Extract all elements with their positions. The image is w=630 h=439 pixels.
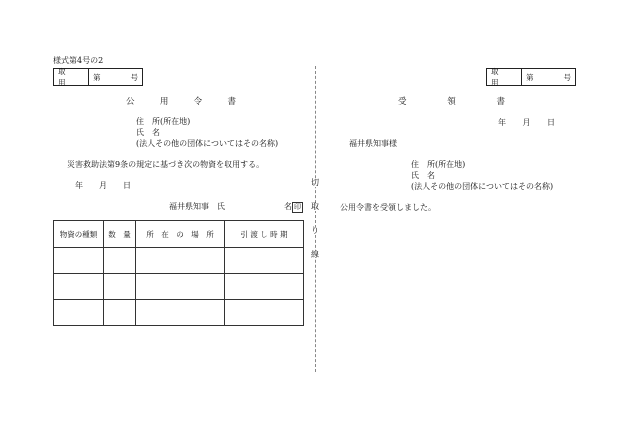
receipt-box-number [522,69,575,85]
table-cell [136,300,225,326]
date-day: 日 [123,181,131,190]
date-left [75,182,131,190]
date-year: 年 [498,118,506,127]
table-cell [104,300,136,326]
receipt-box-label: 取 用 [487,69,522,85]
name-label-left: 氏 名 [136,128,160,137]
address-label-left: 住 所(所在地) [136,117,191,126]
table-cell [136,248,225,274]
date-month: 月 [522,118,531,127]
date-right [498,119,555,127]
receipt-box-label: 取 用 [54,69,89,85]
items-table [53,220,304,326]
date-month: 月 [99,181,107,190]
header-item-type: 物資の種類 [54,221,104,248]
table-cell [225,274,304,300]
seal-mark: 印 [294,203,301,211]
receipt-box-dai: 第 [93,72,101,82]
items-table-header [54,221,304,248]
cut-line [315,66,316,372]
order-title-char: 書 [227,97,236,107]
receipt-number-box-left [53,68,143,86]
body-text: 災害救助法第9条の規定に基づき次の物資を収用する。 [67,160,265,169]
date-day: 日 [547,118,555,127]
cut-line-label-char: 取 [308,203,322,211]
receipt-title-char: 書 [496,97,505,107]
table-row [54,300,304,326]
header-location: 所 在 の 場 所 [136,221,225,248]
form-number: 様式第4号の2 [53,56,104,65]
recipient: 福井県知事様 [349,139,397,148]
table-row [54,248,304,274]
table-cell [54,248,104,274]
receipt-number-box-right [486,68,576,86]
receipt-title [398,98,505,107]
date-year: 年 [75,181,83,190]
receipt-box-go: 号 [130,72,138,82]
cut-line-label-char: り [308,227,322,235]
header-delivery-time: 引 渡 し 時 期 [225,221,304,248]
name-seal [284,202,303,213]
receipt-title-char: 領 [447,97,456,107]
receipt-box-number [89,69,142,85]
table-cell [54,274,104,300]
name-seal-label: 名 [284,202,292,211]
table-row [54,274,304,300]
table-cell [225,300,304,326]
issuer: 福井県知事 氏 [169,202,225,211]
cut-line-label-char: 線 [308,251,322,259]
table-cell [136,274,225,300]
table-cell [104,274,136,300]
order-title-char: 令 [193,97,203,107]
receipt-title-char: 受 [398,97,407,107]
address-label-right: 住 所(所在地) [411,160,466,169]
receipt-box-go: 号 [563,72,571,82]
cut-line-label-char: 切 [308,179,322,187]
order-title-char: 用 [159,97,169,107]
corp-note-left: (法人その他の団体についてはその名称) [136,139,279,148]
header-quantity: 数 量 [104,221,136,248]
receipt-text: 公用令書を受領しました。 [340,203,436,212]
order-title [126,98,236,107]
name-label-right: 氏 名 [411,171,435,180]
order-title-char: 公 [126,97,135,107]
corp-note-right: (法人その他の団体についてはその名称) [411,182,554,191]
table-cell [54,300,104,326]
table-cell [104,248,136,274]
receipt-box-dai: 第 [526,72,534,82]
table-cell [225,248,304,274]
